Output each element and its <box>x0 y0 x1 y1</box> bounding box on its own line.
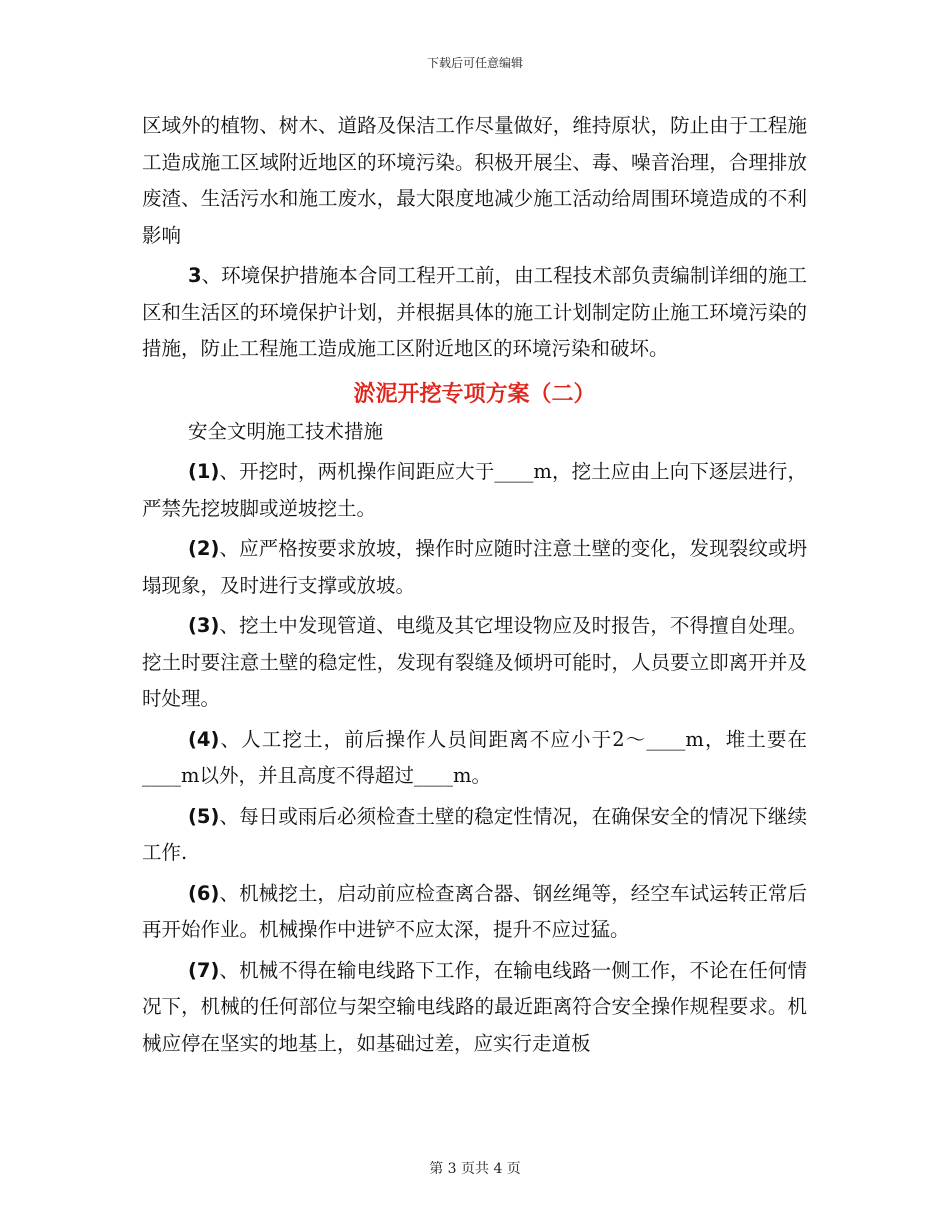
page-header: 下载后可任意编辑 <box>426 56 523 70</box>
list-item <box>142 608 807 718</box>
paragraph-text: 、环境保护措施本合同工程开工前，由工程技术部负责编制详细的施工区和生活区的环境保护计划，并根据具体的施工计划制定防止施工环境污染的措施，防止工程施工造成施工区附近地区的环境污染和破坏。 <box>142 264 807 360</box>
document-body <box>142 108 807 1062</box>
item-text: 、人工挖土，前后操作人员间距离不应小于2～____m，堆土要在____m以外，并且高度不得超过____m。 <box>142 727 807 787</box>
item-number: (3) <box>188 614 220 637</box>
item-text: 、挖土中发现管道、电缆及其它埋设物应及时报告，不得擅自处理。挖土时要注意土壁的稳定性，发现有裂缝及倾坍可能时，人员要立即离开并及时处理。 <box>142 614 807 710</box>
section-subtitle: 安全文明施工技术措施 <box>188 419 384 443</box>
item-text: 、开挖时，两机操作间距应大于____m，挖土应由上向下逐层进行，严禁先挖坡脚或逆坡挖土。 <box>142 460 807 520</box>
item-text: 、应严格按要求放坡，操作时应随时注意土壁的变化，发现裂纹或坍塌现象，及时进行支撑或放坡。 <box>142 537 807 597</box>
paragraph-number: 3 <box>188 264 202 287</box>
list-item <box>142 722 807 795</box>
paragraph-environment-continued <box>142 108 807 254</box>
item-number: (5) <box>188 804 220 828</box>
item-number: (2) <box>188 537 220 560</box>
section-title: 淤泥开挖专项方案（二） <box>353 380 596 407</box>
item-number: (4) <box>188 727 220 751</box>
item-text: 、每日或雨后必须检查土壁的稳定性情况，在确保安全的情况下继续工作. <box>142 804 807 864</box>
item-number: (7) <box>188 958 220 982</box>
paragraph-text: 区域外的植物、树木、道路及保洁工作尽量做好，维持原状，防止由于工程施工造成施工区域附近地区的环境污染。积极开展尘、毒、噪音治理，合理排放废渣、生活污水和施工废水，最大限度地减少施工活动给周围环境造成的不利影响 <box>142 114 807 247</box>
list-item <box>142 454 807 527</box>
list-item <box>142 799 807 872</box>
page-footer: 第 3 页共 4 页 <box>429 1161 521 1177</box>
item-text: 、机械挖土，启动前应检查离合器、钢丝绳等，经空车试运转正常后再开始作业。机械操作中进铲不应太深，提升不应过猛。 <box>142 881 807 941</box>
list-item <box>142 953 807 1063</box>
item-text: 、机械不得在输电线路下工作，在输电线路一侧工作，不论在任何情况下，机械的任何部位与架空输电线路的最近距离符合安全操作规程要求。机械应停在坚实的地基上，如基础过差，应实行走道板 <box>142 958 807 1055</box>
item-number: (6) <box>188 881 220 905</box>
item-number: (1) <box>188 460 220 483</box>
paragraph-environment-measures <box>142 258 807 368</box>
list-item <box>142 876 807 949</box>
list-item <box>142 531 807 604</box>
